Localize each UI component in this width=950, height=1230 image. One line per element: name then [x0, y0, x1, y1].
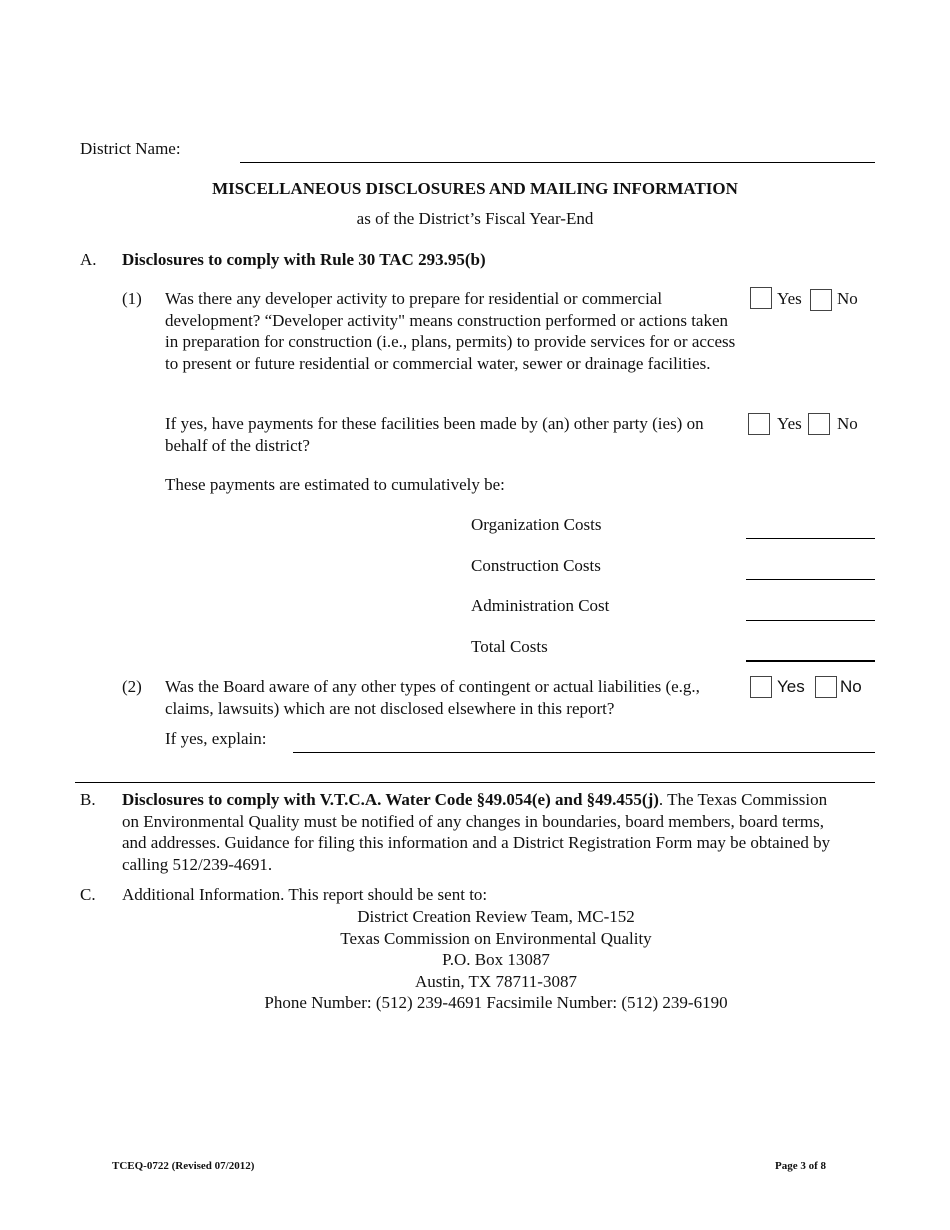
- q1-followup-no-checkbox[interactable]: [808, 413, 830, 435]
- organization-costs-field[interactable]: [746, 538, 875, 539]
- address-line: P.O. Box 13087: [442, 950, 550, 969]
- q2-yes-checkbox[interactable]: [750, 676, 772, 698]
- q1-yes-label: Yes: [777, 289, 802, 308]
- form-id: TCEQ-0722 (Revised 07/2012): [112, 1160, 255, 1172]
- construction-costs-label: Construction Costs: [471, 556, 601, 575]
- question-1-number: (1): [122, 289, 142, 308]
- address-line: Texas Commission on Environmental Quality: [340, 928, 652, 948]
- q1-yes-checkbox[interactable]: [750, 287, 772, 309]
- question-2-number: (2): [122, 677, 142, 696]
- explain-label: If yes, explain:: [165, 729, 267, 748]
- section-c-letter: C.: [80, 885, 96, 904]
- page-title: MISCELLANEOUS DISCLOSURES AND MAILING INFORMATION: [212, 179, 738, 198]
- q1-followup-yes-checkbox[interactable]: [748, 413, 770, 435]
- address-line: Austin, TX 78711-3087: [415, 971, 577, 991]
- district-name-field[interactable]: [240, 162, 875, 163]
- section-divider: [75, 782, 875, 783]
- section-b-text: [122, 789, 834, 875]
- district-name-label: District Name:: [80, 139, 181, 158]
- section-c-intro: Additional Information. This report should be sent to:: [122, 885, 488, 904]
- question-2-text: Was the Board aware of any other types of contingent or actual liabilities (e.g., claims, lawsuits) which are not disclosed elsewhere in this report?: [165, 677, 700, 718]
- contact-numbers: Phone Number: (512) 239-4691 Facsimile Number: (512) 239-6190: [264, 993, 728, 1012]
- q1-followup-yes-label: Yes: [777, 414, 802, 433]
- q2-yes-label: Yes: [777, 677, 805, 696]
- section-b-letter: B.: [80, 790, 96, 809]
- q1-followup-text: If yes, have payments for these facilities been made by (an) other party (ies) on behalf of the district?: [165, 414, 704, 455]
- q2-no-label: No: [840, 677, 862, 696]
- total-costs-label: Total Costs: [471, 637, 548, 656]
- q1-no-label: No: [837, 289, 858, 308]
- question-1-text: Was there any developer activity to prepare for residential or commercial development? “Developer activity" means construction performed or actions taken in preparation for construction (i.e., plans, permits) to provide services for or access to present or future residential or commercial water, sewer or drainage facilities.: [165, 289, 736, 373]
- administration-cost-field[interactable]: [746, 620, 875, 621]
- explain-field[interactable]: [293, 752, 875, 753]
- q1-followup-no-label: No: [837, 414, 858, 433]
- page-number: Page 3 of 8: [775, 1160, 827, 1172]
- section-b-body: . The Texas Commission on Environmental Quality must be notified of any changes in boundaries, board members, board terms, and addresses. Guidance for filing this information and a District Registration Form may be obtained by calling 512/239-4691.: [122, 790, 831, 874]
- organization-costs-label: Organization Costs: [471, 515, 602, 534]
- address-line: District Creation Review Team, MC-152: [357, 907, 635, 926]
- section-a-letter: A.: [80, 250, 97, 269]
- page-subtitle: as of the District’s Fiscal Year-End: [356, 209, 594, 228]
- estimate-text: These payments are estimated to cumulatively be:: [165, 475, 505, 494]
- construction-costs-field[interactable]: [746, 579, 875, 580]
- section-a-heading: Disclosures to comply with Rule 30 TAC 293.95(b): [122, 250, 486, 269]
- q2-no-checkbox[interactable]: [815, 676, 837, 698]
- administration-cost-label: Administration Cost: [471, 596, 610, 615]
- section-b-heading: Disclosures to comply with V.T.C.A. Water Code §49.054(e) and §49.455(j): [122, 790, 659, 809]
- total-costs-field[interactable]: [746, 660, 875, 662]
- mailing-address: [122, 906, 870, 1014]
- q1-no-checkbox[interactable]: [810, 289, 832, 311]
